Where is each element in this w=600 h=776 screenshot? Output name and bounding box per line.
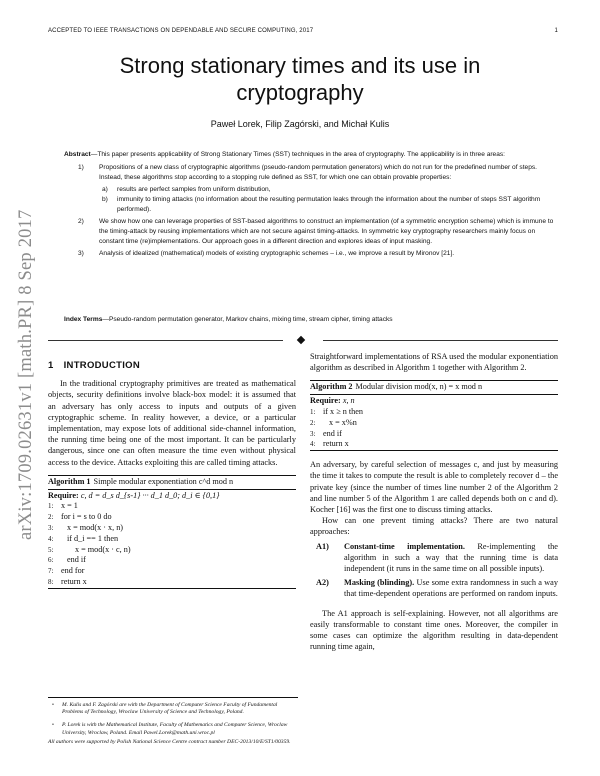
line-number: 4: bbox=[48, 534, 54, 543]
algorithm-require bbox=[310, 395, 558, 407]
abstract-item bbox=[64, 217, 558, 247]
right-column bbox=[310, 351, 558, 652]
funding-note: All authors were supported by Polish National Science Centre contract number DEC-2013/10/E/ST1/00359. bbox=[48, 738, 291, 745]
require-label: Require: bbox=[310, 396, 341, 406]
algorithm-label: Algorithm 2 bbox=[310, 382, 353, 392]
item-text: We show how one can leverage properties of SST-based algorithms to construct an implementation (of a symmetric encryption scheme) which is immune to the timing-attack by reusing implementations which are not secure against timing-attacks. In symmetric key cryptography researchers mainly focus on constant time (re)implementations. Our approach goes in a different direction and explores ideas of input masking. bbox=[99, 218, 554, 245]
item-number: 1) bbox=[78, 164, 84, 171]
approach-a2 bbox=[310, 577, 558, 599]
line-code: if d_i == 1 then bbox=[67, 533, 119, 543]
divider-line-right bbox=[323, 340, 558, 341]
abstract-label: Abstract bbox=[64, 151, 91, 158]
approach-text: Use some extra randomness in such a way that time-dependent operations are performed on random inputs. bbox=[344, 578, 558, 599]
index-terms-text: —Pseudo-random permutation generator, Markov chains, mixing time, stream cipher, timing attacks bbox=[102, 316, 393, 323]
left-column bbox=[48, 360, 296, 597]
line-number: 3: bbox=[310, 429, 316, 438]
algorithm-2 bbox=[310, 380, 558, 451]
section-heading bbox=[48, 360, 296, 371]
journal-name: ACCEPTED TO IEEE TRANSACTIONS ON DEPENDABLE AND SECURE COMPUTING, 2017 bbox=[48, 28, 314, 34]
algorithm-caption bbox=[48, 476, 296, 490]
line-code: return x bbox=[61, 577, 87, 586]
algorithm-title: Simple modular exponentiation c^d mod n bbox=[93, 476, 234, 486]
algorithm-line bbox=[310, 407, 558, 418]
algorithm-line bbox=[48, 512, 296, 523]
prevention-paragraph: How can one prevent timing attacks? There are two natural approaches: bbox=[310, 516, 558, 537]
paper-title: Strong stationary times and its use in cryptography bbox=[119, 53, 481, 105]
footnote bbox=[48, 702, 298, 716]
line-number: 1: bbox=[310, 408, 316, 416]
algorithm-caption bbox=[310, 381, 558, 395]
section-divider bbox=[48, 335, 558, 347]
line-code: x = 1 bbox=[61, 501, 78, 511]
algorithm-line bbox=[310, 418, 558, 429]
subitem-number: a) bbox=[102, 186, 108, 193]
line-code: end for bbox=[61, 566, 85, 576]
algorithm-line bbox=[48, 566, 296, 577]
line-code: for i = s to 0 do bbox=[61, 512, 112, 522]
abstract bbox=[64, 150, 558, 261]
abstract-subitem bbox=[99, 195, 558, 215]
algorithm-label: Algorithm 1 bbox=[48, 476, 91, 486]
approach-label: A1) bbox=[316, 541, 329, 551]
page-number: 1 bbox=[554, 28, 558, 34]
line-code: x = mod(x · x, n) bbox=[67, 523, 124, 533]
item-text: Propositions of a new class of cryptographic algorithms (pseudo-random permutation generators) which do not run for the predefined number of steps. Instead, these algorithms stop according to a stopping rule defined as SST, for which one can obtain provable properties: bbox=[99, 164, 537, 181]
line-number: 3: bbox=[48, 524, 54, 533]
line-number: 7: bbox=[48, 567, 54, 576]
approach-label: A2) bbox=[316, 578, 329, 588]
algorithm-require bbox=[48, 490, 296, 502]
line-code: end if bbox=[323, 428, 342, 438]
footnote-rule bbox=[48, 697, 298, 698]
abstract-item bbox=[64, 163, 558, 215]
line-number: 6: bbox=[48, 556, 54, 565]
item-text: Analysis of idealized (mathematical) models of existing cryptographic schemes – i.e., we improve a result by Mironov [21]. bbox=[99, 250, 455, 257]
intro-paragraph: In the traditional cryptography primitives are treated as mathematical objects, security definitions involve black-box model: it is assumed that an adversary has only access to inputs and outputs of a given cryptographic scheme. In reality however, a device, or a particular implementation, may expose lots of additional side-channel information, the running time being one of the most important. It can be particularly dangerous, since one can often measure the time even without physical access to the device. Attacks exploiting this are called timing attacks. bbox=[48, 379, 296, 467]
abstract-text: —This paper presents applicability of Strong Stationary Times (SST) techniques in the area of cryptography. The applicability is in three areas: bbox=[90, 151, 506, 158]
index-terms-label: Index Terms bbox=[64, 316, 103, 323]
rsa-paragraph: Straightforward implementations of RSA used the modular exponentiation algorithm as described in Algorithm 1 together with Algorithm 2. bbox=[310, 352, 558, 373]
footnote-text: P. Lorek is with the Mathematical Institute, Faculty of Mathematics and Computer Science, Wroclaw University, Wroclaw, Poland. Email Pawel.Lorek@math.uni.wroc.pl bbox=[62, 722, 288, 736]
footnote-text: M. Kulis and F. Zagórski are with the Department of Computer Science Faculty of Fundamental Problems of Technology, Wroclaw University of Science and Technology, Poland. bbox=[62, 702, 278, 716]
algorithm-line bbox=[310, 439, 558, 450]
require-text: c, d = d_s d_{s-1} ··· d_1 d_0; d_i ∈ {0,1} bbox=[80, 490, 220, 500]
index-terms bbox=[64, 316, 558, 323]
divider-diamond-icon bbox=[297, 336, 305, 344]
footnote-bullet-icon: • bbox=[52, 702, 54, 708]
approach-heading: Constant-time implementation. bbox=[344, 541, 465, 551]
line-code: x = x%n bbox=[329, 417, 357, 427]
footnotes bbox=[48, 700, 298, 746]
adversary-paragraph: An adversary, by careful selection of messages c, and just by measuring the time it takes to compute the result is able to completely recover d – the private key (since the number of times line number 2 of the Algorithm 2 and line number 5 of the Algorithm 1 are called depends both on c and d). Kocher [16] was the first one to discuss timing attacks. bbox=[310, 460, 558, 514]
algorithm-line bbox=[48, 523, 296, 534]
algorithm-1 bbox=[48, 475, 296, 589]
running-header bbox=[48, 28, 558, 34]
abstract-sublist bbox=[99, 185, 558, 215]
algorithm-title: Modular division mod(x, n) = x mod n bbox=[355, 382, 483, 392]
algorithm-line bbox=[48, 545, 296, 556]
line-number: 2: bbox=[310, 418, 316, 427]
line-code: x = mod(x · c, n) bbox=[75, 544, 131, 554]
footnote-bullet-icon: • bbox=[52, 722, 54, 729]
algorithm-line bbox=[48, 534, 296, 545]
line-number: 5: bbox=[48, 545, 54, 554]
abstract-item bbox=[64, 249, 558, 259]
line-number: 2: bbox=[48, 513, 54, 522]
author-list: Paweł Lorek, Filip Zagórski, and Michał Kulis bbox=[210, 119, 390, 129]
line-number: 8: bbox=[48, 578, 54, 586]
abstract-intro bbox=[64, 150, 558, 160]
item-number: 3) bbox=[78, 250, 84, 257]
algorithm-line bbox=[310, 429, 558, 440]
line-number: 1: bbox=[48, 502, 54, 511]
arxiv-stamp: arXiv:1709.02631v1 [math.PR] 8 Sep 2017 bbox=[16, 209, 36, 540]
approach-a1 bbox=[310, 541, 558, 575]
line-code: end if bbox=[67, 555, 86, 565]
require-label: Require: bbox=[48, 490, 79, 500]
a1-discussion-paragraph: The A1 approach is self-explaining. However, not all algorithms are easily transformable to constant time ones. Moreover, the compiler in some cases can optimize the algorithm resulting in data-dependent running time again, bbox=[310, 608, 558, 652]
subitem-number: b) bbox=[102, 196, 108, 203]
section-title: INTRODUCTION bbox=[63, 360, 141, 371]
line-number: 4: bbox=[310, 440, 316, 449]
line-code: if x ≥ n then bbox=[323, 407, 363, 416]
section-number: 1 bbox=[48, 360, 54, 371]
item-number: 2) bbox=[78, 218, 84, 225]
approach-heading: Masking (blinding). bbox=[344, 578, 415, 588]
abstract-subitem bbox=[99, 185, 558, 195]
approach-text: Re-implementing the algorithm in such a way that the running time is data independent (it runs in the same time on all possible inputs). bbox=[344, 541, 558, 574]
line-code: return x bbox=[323, 439, 349, 449]
algorithm-line bbox=[48, 501, 296, 512]
abstract-list bbox=[64, 163, 558, 259]
footnote bbox=[48, 722, 298, 736]
subitem-text: results are perfect samples from uniform distribution, bbox=[117, 186, 271, 193]
algorithm-lines bbox=[310, 407, 558, 450]
subitem-text: immunity to timing attacks (no information about the resulting permutation leaks through the information about the number of steps SST algorithm performed). bbox=[117, 196, 541, 213]
algorithm-line bbox=[48, 555, 296, 566]
divider-line-left bbox=[48, 340, 283, 341]
require-text: x, n bbox=[342, 396, 355, 406]
algorithm-line bbox=[48, 577, 296, 588]
algorithm-lines bbox=[48, 501, 296, 587]
